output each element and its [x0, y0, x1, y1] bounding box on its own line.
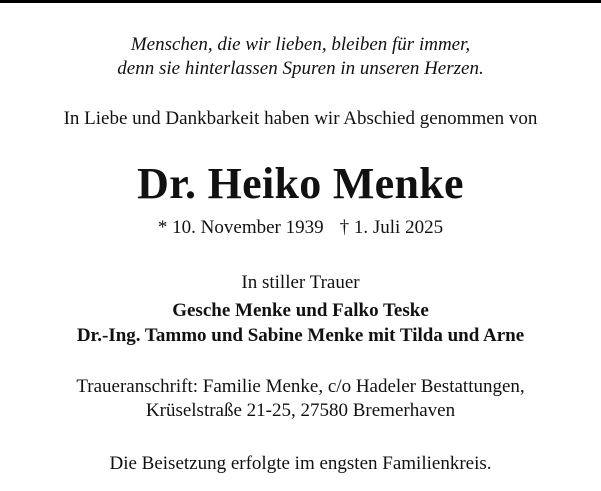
address-line-2: Krüselstraße 21-25, 27580 Bremerhaven [145, 400, 456, 421]
life-dates [0, 217, 601, 239]
family-line-1: Gesche Menke und Falko Teske [172, 300, 429, 321]
quote-line-1: Menschen, die wir lieben, bleiben für immer, [130, 34, 471, 55]
death-date: † 1. Juli 2025 [339, 217, 444, 238]
deceased-name: Dr. Heiko Menke [137, 159, 464, 208]
mourning-heading: In stiller Trauer [241, 272, 360, 293]
family-line-2: Dr.-Ing. Tammo und Sabine Menke mit Tilda und Arne [76, 325, 525, 346]
birth-date: * 10. November 1939 [157, 217, 324, 238]
address-line-1: Traueranschrift: Familie Menke, c/o Hadeler Bestattungen, [76, 376, 525, 397]
quote-line-2: denn sie hinterlassen Spuren in unseren Herzen. [117, 58, 484, 79]
funeral-note: Die Beisetzung erfolgte im engsten Familienkreis. [109, 453, 492, 474]
intro-text: In Liebe und Dankbarkeit haben wir Abschied genommen von [63, 108, 538, 129]
